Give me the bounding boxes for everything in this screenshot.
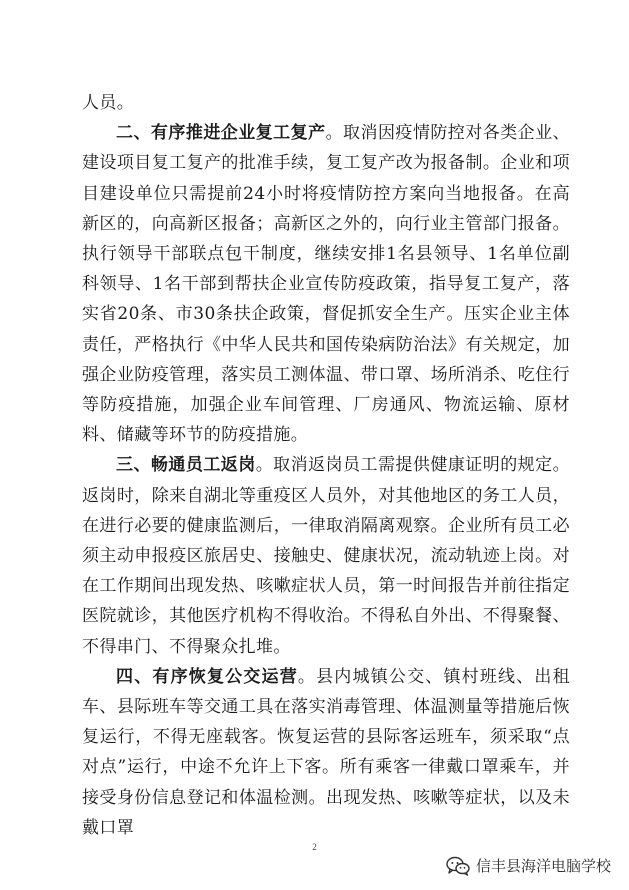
paragraph-enterprise-resumption bbox=[82, 118, 570, 450]
paragraph-employee-return bbox=[82, 450, 570, 661]
document-body bbox=[82, 88, 570, 843]
paragraph-continuation bbox=[82, 88, 570, 118]
paragraph-text: 人员。 bbox=[82, 93, 135, 113]
paragraph-text: 。县内城镇公交、镇村班线、出租车、县际班车等交通工具在落实消毒管理、体温测量等措施后恢复运行，不得无座载客。恢复运营的县际客运班车，须采取“点对点”运行，中途不允许上下客。所有乘客一律戴口罩乘车，并接受身份信息登记和体温检测。出现发热、咳嗽等症状，以及未戴口罩 bbox=[82, 666, 571, 838]
page-number: 2 bbox=[312, 842, 317, 852]
wechat-icon bbox=[446, 856, 470, 876]
section-heading-employee-return: 三、畅通员工返岗 bbox=[116, 455, 256, 476]
section-heading-public-transport: 四、有序恢复公交运营 bbox=[116, 666, 298, 687]
paragraph-public-transport bbox=[82, 662, 570, 843]
paragraph-text: 。取消返岗员工需提供健康证明的规定。返岗时，除来自湖北等重疫区人员外，对其他地区的务工人员，在进行必要的健康监测后，一律取消隔离观察。企业所有员工必须主动申报疫区旅居史、接触史、健康状况，流动轨迹上岗。对在工作期间出现发热、咳嗽症状人员，第一时间报告并前往指定医院就诊，其他医疗机构不得收治。不得私自外出、不得聚餐、不得串门、不得聚众扎堆。 bbox=[82, 455, 571, 657]
paragraph-text: 。取消因疫情防控对各类企业、建设项目复工复产的批准手续，复工复产改为报备制。企业和项目建设单位只需提前24小时将疫情防控方案向当地报备。在高新区的，向高新区报备；高新区之外的，向行业主管部门报备。执行领导干部联点包干制度，继续安排1名县领导、1名单位副科领导、1名干部到帮扶企业宣传防疫政策，指导复工复产，落实省20条、市30条扶企政策，督促抓安全生产。压实企业主体责任，严格执行《中华人民共和国传染病防治法》有关规定，加强企业防疫管理，落实员工测体温、带口罩、场所消杀、吃住行等防疫措施，加强企业车间管理、厂房通风、物流运输、原材料、储藏等环节的防疫措施。 bbox=[82, 123, 570, 446]
watermark-text: 信丰县海洋电脑学校 bbox=[475, 857, 611, 875]
wechat-watermark bbox=[446, 855, 611, 876]
section-heading-enterprise-resumption: 二、有序推进企业复工复产 bbox=[116, 123, 326, 144]
